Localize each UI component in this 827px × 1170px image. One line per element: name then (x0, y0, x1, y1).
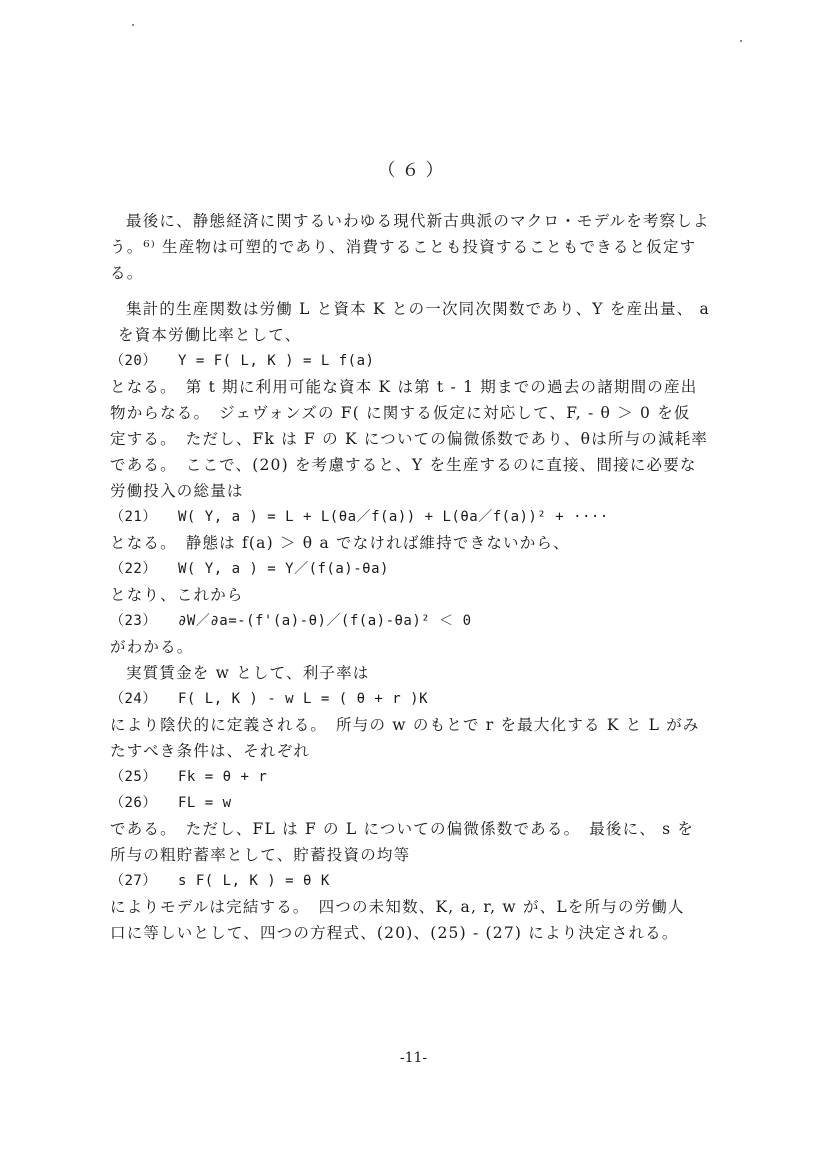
text-line: によりモデルは完結する。 四つの未知数、K, a, r, w が、Lを所与の労働人 (110, 898, 685, 916)
section-title: （６） (377, 160, 450, 181)
equation-26 (110, 790, 755, 816)
paragraph-intro (110, 208, 755, 946)
text-line: となる。 静態は f(a) ＞ θ a でなければ維持できないから、 (110, 534, 570, 552)
equation-text: Fk = θ + r (178, 769, 268, 785)
text-line: 口に等しいとして、四つの方程式、(20)、(25) - (27) により決定される。 (110, 924, 679, 942)
equation-25 (110, 764, 755, 790)
equation-20 (110, 348, 755, 374)
equation-number: （23） (110, 613, 157, 629)
text-line: 労働投入の総量は (110, 482, 244, 500)
equation-number: （21） (110, 509, 157, 525)
text-line: を資本労働比率として、 (118, 326, 302, 344)
equation-number: （20） (110, 353, 157, 369)
text-line: がわかる。 (110, 638, 194, 656)
text-line: となり、これから (110, 586, 244, 604)
text-line: る。 (110, 264, 144, 282)
equation-text: F( L, K ) - w L = ( θ + r )K (178, 691, 429, 707)
text-line: により陰伏的に定義される。 所与の w のもとで r を最大化する K と L がみ (110, 716, 700, 734)
equation-number: （22） (110, 561, 157, 577)
equation-text: Y = F( L, K ) = L f(a) (178, 353, 375, 369)
text-line: 集計的生産関数は労働 L と資本 K との一次同次関数であり、Y を産出量、 a (126, 300, 710, 318)
text-line: たすべき条件は、それぞれ (110, 742, 311, 760)
equation-24 (110, 686, 755, 712)
equation-number: （24） (110, 691, 157, 707)
equation-22 (110, 556, 755, 582)
equation-text: FL = w (178, 795, 232, 811)
text-line: う。⁶⁾ 生産物は可塑的であり、消費することも投資することもできると仮定す (110, 238, 697, 256)
text-line: 所与の粗貯蓄率として、貯蓄投資の均等 (110, 846, 411, 864)
text-line: である。 ただし、FL は F の L についての偏微係数である。 最後に、 s を (110, 820, 695, 838)
text-line: 実質賃金を w として、利子率は (126, 664, 370, 682)
equation-text: ∂W／∂a=-(f'(a)-θ)／(f(a)-θa)² ＜ 0 (178, 613, 472, 629)
text-line: 定する。 ただし、Fk は F の K についての偏微係数であり、θは所与の減耗率 (110, 430, 709, 448)
equation-text: s F( L, K ) = θ K (178, 873, 330, 889)
equation-text: W( Y, a ) = Y／(f(a)-θa) (178, 561, 389, 577)
equation-number: （26） (110, 795, 157, 811)
text-line: となる。 第 t 期に利用可能な資本 K は第 t - 1 期までの過去の諸期間の産出 (110, 378, 698, 396)
equation-27 (110, 868, 755, 894)
text-line: である。 ここで、(20) を考慮すると、Y を生産するのに直接、間接に必要な (110, 456, 697, 474)
scan-speck (132, 24, 134, 26)
equation-23 (110, 608, 755, 634)
equation-21 (110, 504, 755, 530)
page-number: -11- (399, 1050, 428, 1066)
equation-number: （27） (110, 873, 157, 889)
equation-number: （25） (110, 769, 157, 785)
text-line: 最後に、静態経済に関するいわゆる現代新古典派のマクロ・モデルを考察しよ (126, 212, 710, 230)
scan-speck (740, 40, 742, 42)
equation-text: W( Y, a ) = L + L(θa／f(a)) + L(θa／f(a))² + ···· (178, 509, 609, 525)
text-line: 物からなる。 ジェヴォンズの F( に関する仮定に対応して、F, - θ ＞ 0 を仮 (110, 404, 691, 422)
